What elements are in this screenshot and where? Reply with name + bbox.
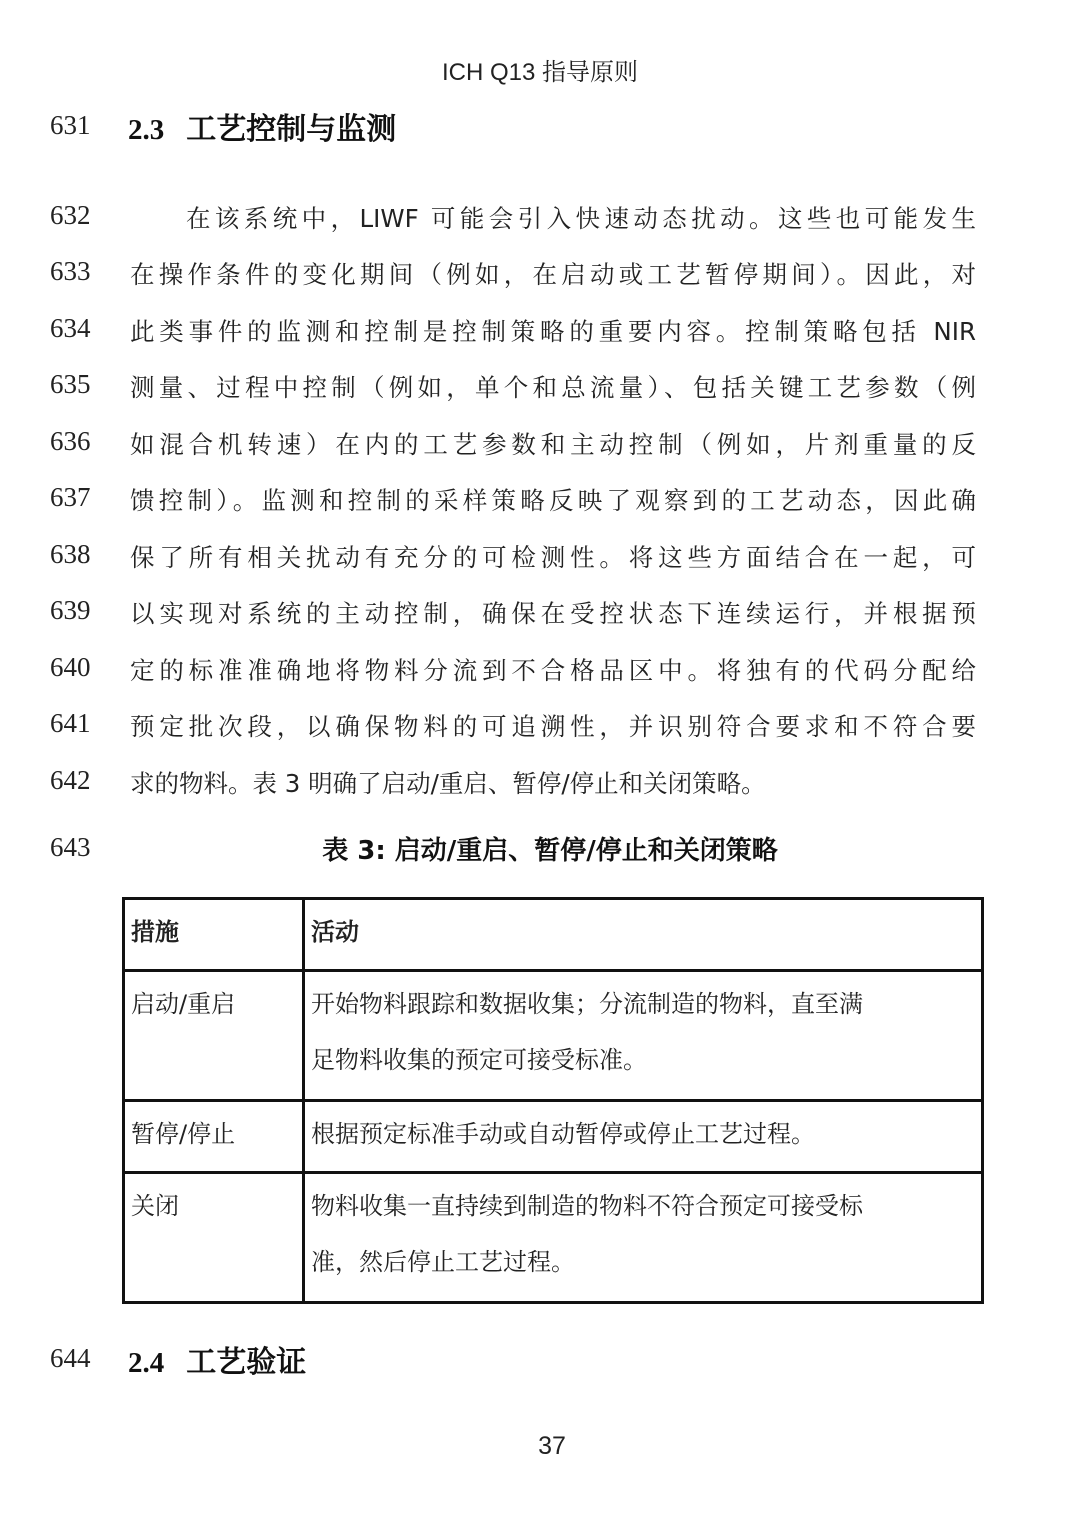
section-title: 工艺验证 [186,1345,307,1380]
line-number: 641 [50,708,91,738]
activity-cell [304,1101,983,1173]
paragraph-line: 馈控制）。监测和控制的采样策略反映了观察到的工艺动态，因此确 [130,486,976,515]
activity-cell [304,1173,983,1303]
line-number: 644 [50,1343,91,1373]
activity-cell [304,971,983,1101]
activity-line: 开始物料跟踪和数据收集；分流制造的物料，直至满 [311,990,863,1018]
running-header: ICH Q13 指导原则 [441,59,639,86]
section-heading-2-3 [128,104,396,148]
line-number: 643 [50,832,91,862]
paragraph-line: 测量、过程中控制（例如，单个和总流量）、包括关键工艺参数（例 [130,373,976,402]
measure-cell: 关闭 [124,1173,304,1303]
measure-cell: 暂停/停止 [124,1101,304,1173]
table-header-row [124,899,983,971]
line-number: 637 [50,482,91,512]
line-number: 631 [50,110,91,140]
strategy-table [122,897,984,1304]
paragraph-line: 以实现对系统的主动控制，确保在受控状态下连续运行，并根据预 [130,599,976,628]
line-number: 642 [50,765,91,795]
paragraph-line: 定的标准准确地将物料分流到不合格品区中。将独有的代码分配给 [130,656,976,685]
paragraph-line: 预定批次段，以确保物料的可追溯性，并识别符合要求和不符合要 [130,712,976,741]
line-number: 636 [50,426,91,456]
paragraph-line: 求的物料。表 3 明确了启动/重启、暂停/停止和关闭策略。 [130,769,766,798]
line-number: 639 [50,595,91,625]
table-row [124,1173,983,1303]
column-header-activity: 活动 [304,899,983,971]
measure-cell: 启动/重启 [124,971,304,1101]
section-number: 2.4 [128,1347,165,1379]
section-title: 工艺控制与监测 [186,112,397,147]
table-row [124,1101,983,1173]
section-number: 2.3 [128,114,165,146]
paragraph-line: 在操作条件的变化期间（例如，在启动或工艺暂停期间）。因此，对 [130,260,976,289]
column-header-measure: 措施 [124,899,304,971]
table-caption: 表 3: 启动/重启、暂停/停止和关闭策略 [322,836,778,866]
activity-line: 足物料收集的预定可接受标准。 [311,1046,647,1074]
paragraph-line: 如混合机转速）在内的工艺参数和主动控制（例如，片剂重量的反 [130,430,976,459]
paragraph-line: 此类事件的监测和控制是控制策略的重要内容。控制策略包括 NIR [130,317,976,346]
page-number: 37 [538,1432,566,1460]
line-number: 638 [50,539,91,569]
activity-line: 根据预定标准手动或自动暂停或停止工艺过程。 [311,1120,815,1148]
line-number: 640 [50,652,91,682]
line-number: 632 [50,200,91,230]
activity-line: 物料收集一直持续到制造的物料不符合预定可接受标 [311,1192,863,1220]
line-number: 633 [50,256,91,286]
line-number: 634 [50,313,91,343]
activity-line: 准，然后停止工艺过程。 [311,1248,575,1276]
paragraph-line: 在该系统中，LIWF 可能会引入快速动态扰动。这些也可能发生 [186,204,976,233]
table-row [124,971,983,1101]
paragraph-line: 保了所有相关扰动有充分的可检测性。将这些方面结合在一起，可 [130,543,976,572]
line-number: 635 [50,369,91,399]
section-heading-2-4 [128,1337,306,1381]
